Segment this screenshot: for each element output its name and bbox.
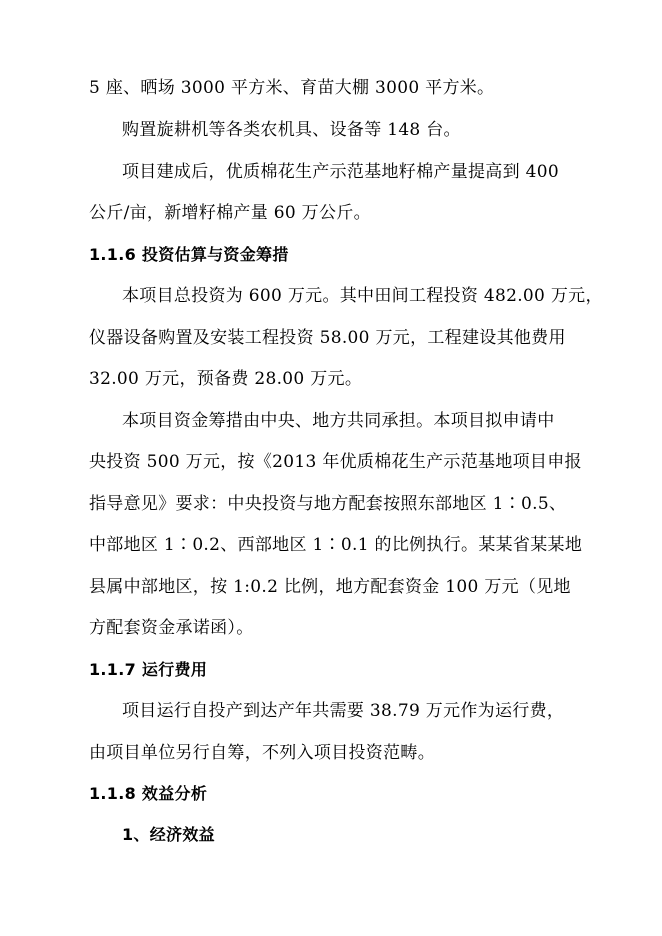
- subsection-heading: 1、经济效益: [122, 825, 215, 844]
- paragraph-line: 指导意见》要求：中央投资与地方配套按照东部地区 1∶0.5、: [89, 494, 567, 514]
- paragraph-line: 仪器设备购置及安装工程投资 58.00 万元，工程建设其他费用: [89, 328, 566, 348]
- paragraph-line: 公斤/亩，新增籽棉产量 60 万公斤。: [89, 203, 371, 223]
- paragraph-line: 项目运行自投产到达产年共需要 38.79 万元作为运行费，: [122, 701, 565, 721]
- section-heading: 1.1.6 投资估算与资金筹措: [89, 245, 289, 264]
- section-heading: 1.1.7 运行费用: [89, 660, 208, 679]
- paragraph-line: 由项目单位另行自筹，不列入项目投资范畴。: [89, 743, 435, 763]
- paragraph-line: 32.00 万元，预备费 28.00 万元。: [89, 369, 363, 389]
- paragraph-line: 项目建成后，优质棉花生产示范基地籽棉产量提高到 400: [122, 162, 559, 182]
- paragraph-line: 县属中部地区，按 1:0.2 比例，地方配套资金 100 万元（见地: [89, 577, 571, 597]
- paragraph-line: 本项目资金筹措由中央、地方共同承担。本项目拟申请中: [122, 411, 555, 431]
- paragraph-line: 方配套资金承诺函）。: [89, 618, 254, 638]
- paragraph-line: 购置旋耕机等各类农机具、设备等 148 台。: [122, 120, 461, 140]
- paragraph-line: 5 座、晒场 3000 平方米、育苗大棚 3000 平方米。: [89, 78, 495, 98]
- paragraph-line: 中部地区 1∶0.2、西部地区 1∶0.1 的比例执行。某某省某某地: [89, 535, 583, 555]
- paragraph-line: 央投资 500 万元，按《2013 年优质棉花生产示范基地项目申报: [89, 452, 582, 472]
- paragraph-line: 本项目总投资为 600 万元。其中田间工程投资 482.00 万元，: [122, 286, 603, 306]
- section-heading: 1.1.8 效益分析: [89, 784, 208, 803]
